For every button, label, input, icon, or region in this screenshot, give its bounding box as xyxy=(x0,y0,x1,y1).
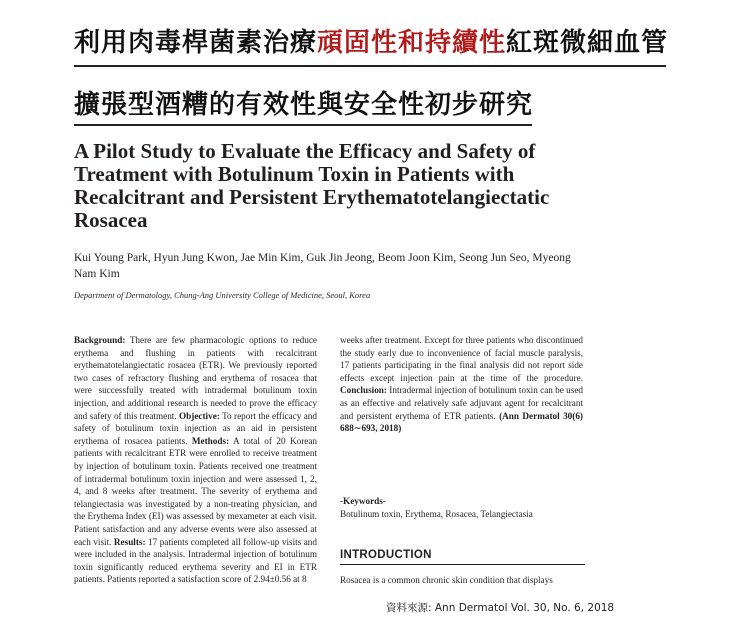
affiliation: Department of Dermatology, Chung-Ang University College of Medicine, Seoul, Korea xyxy=(74,290,371,300)
paper-title-line: Treatment with Botulinum Toxin in Patients with xyxy=(74,162,515,186)
methods-text: A total of 20 Korean patients with recalcitrant ETR were enrolled to receive treatment by injection of botulinum toxin. Patients received one treatment of intradermal botulinum toxin injection and were assessed 1, 2, 4, and 8 weeks after treatment. The severity of erythema and telangiectasia was investigated by a non-treating physician, and the Erythema Index (EI) was assessed by mexameter at each visit. Patient satisfaction and any adverse events were also assessed at each visit. xyxy=(74,435,317,547)
headline-part1: 利用肉毒桿菌素治療 xyxy=(74,28,318,58)
headline-rule-2 xyxy=(74,124,532,126)
introduction-rule xyxy=(340,564,585,565)
abstract-column-left xyxy=(74,334,317,586)
introduction-heading: INTRODUCTION xyxy=(340,549,432,561)
introduction-first-line: Rosacea is a common chronic skin condition that displays xyxy=(340,575,553,585)
introduction-cut-off-line xyxy=(340,588,585,592)
chinese-headline-line2: 擴張型酒糟的有效性與安全性初步研究 xyxy=(74,90,534,120)
background-label: Background: xyxy=(74,335,126,345)
paper-title-line: A Pilot Study to Evaluate the Efficacy and Safety of xyxy=(74,139,536,163)
headline-part2: 紅斑微細血管 xyxy=(506,28,669,58)
paper-title xyxy=(74,140,634,232)
conclusion-label: Conclusion: xyxy=(340,385,387,396)
results-text: weeks after treatment. Except for three patients who discontinued the study early due to inconvenience of facial muscle paralysis, 17 patients participating in the final analysis did not report side effects except injection pain at the time of the procedure. xyxy=(340,335,583,383)
chinese-headline-line1 xyxy=(74,22,668,59)
headline-rule-1 xyxy=(74,65,666,67)
results-label: Results: xyxy=(113,536,146,547)
source-note: 資料來源: Ann Dermatol Vol. 30, No. 6, 2018 xyxy=(386,602,615,614)
results-text: 17 patients completed all follow-up visits and were included in the analysis. Intradermal injection of botulinum toxin significantly reduced erythema severity and EI in ETR patients. Patients reported a satisfaction score of 2.94±0.56 at 8 xyxy=(74,536,317,585)
paper-title-line: Rosacea xyxy=(74,208,148,232)
objective-text: To report the efficacy and safety of botulinum toxin injection as an aid in persistent erythema of rosacea patients. xyxy=(74,410,317,446)
keywords-text: Botulinum toxin, Erythema, Rosacea, Telangiectasia xyxy=(340,509,533,519)
background-text: There are few pharmacologic options to reduce erythema and flushing in patients with recalcitrant erythematotelangiectatic rosacea (ETR). We previously reported two cases of refractory flushing and erythema of rosacea that were successfully treated with intradermal botulinum toxin injection, and additional research is needed to prove the efficacy and safety of this treatment. xyxy=(74,335,317,421)
objective-label: Objective: xyxy=(179,410,220,421)
conclusion-text: Intradermal injection of botulinum toxin can be used as an effective and relatively safe adjuvant agent for recalcitrant and persistent erythema of ETR patients. xyxy=(340,385,583,421)
paper-title-line: Recalcitrant and Persistent Erythematotelangiectatic xyxy=(74,185,550,209)
author-list: Kui Young Park, Hyun Jung Kwon, Jae Min Kim, Guk Jin Jeong, Beom Joon Kim, Seong Jun Seo, Myeong Nam Kim xyxy=(74,252,571,280)
keywords-label: -Keywords- xyxy=(340,496,386,506)
abstract-column-right xyxy=(340,334,583,435)
methods-label: Methods: xyxy=(191,435,230,446)
citation: (Ann Dermatol 30(6) 688∼693, 2018) xyxy=(340,410,583,434)
headline-highlight: 頑固性和持續性 xyxy=(317,28,507,58)
